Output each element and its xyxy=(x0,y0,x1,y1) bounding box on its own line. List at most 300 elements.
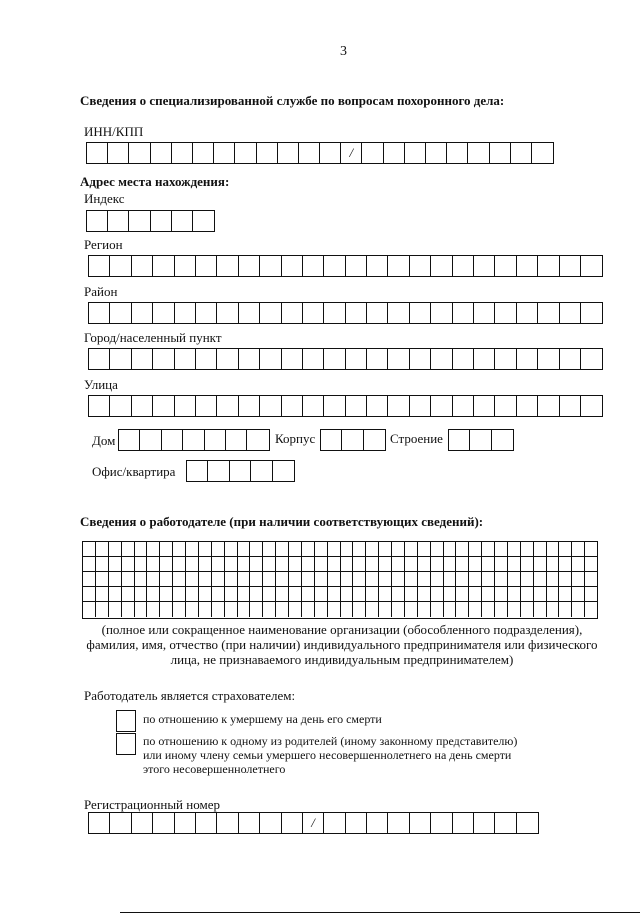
char-box[interactable] xyxy=(388,396,409,416)
employer-grid-cell[interactable] xyxy=(341,602,354,617)
char-box[interactable] xyxy=(453,303,474,323)
employer-grid-cell[interactable] xyxy=(83,572,96,586)
employer-grid-cell[interactable] xyxy=(109,572,122,586)
char-box[interactable] xyxy=(324,256,345,276)
employer-grid-cell[interactable] xyxy=(263,587,276,601)
char-box[interactable] xyxy=(581,396,602,416)
char-box[interactable] xyxy=(172,143,193,163)
employer-grid-cell[interactable] xyxy=(405,602,418,617)
employer-grid-cell[interactable] xyxy=(238,572,251,586)
employer-grid-cell[interactable] xyxy=(431,587,444,601)
employer-grid-cell[interactable] xyxy=(418,557,431,571)
char-box[interactable] xyxy=(89,256,110,276)
employer-grid-cell[interactable] xyxy=(444,572,457,586)
char-box[interactable] xyxy=(132,813,153,833)
employer-grid-cell[interactable] xyxy=(431,557,444,571)
char-box[interactable] xyxy=(110,303,131,323)
char-box[interactable] xyxy=(89,813,110,833)
employer-grid-cell[interactable] xyxy=(315,587,328,601)
employer-grid-cell[interactable] xyxy=(328,587,341,601)
employer-grid-cell[interactable] xyxy=(405,542,418,556)
char-box[interactable] xyxy=(217,256,238,276)
employer-grid-cell[interactable] xyxy=(469,587,482,601)
char-box[interactable] xyxy=(320,143,341,163)
char-box[interactable] xyxy=(196,256,217,276)
employer-grid-cell[interactable] xyxy=(186,542,199,556)
employer-grid-cell[interactable] xyxy=(341,542,354,556)
employer-grid-cell[interactable] xyxy=(585,557,597,571)
employer-grid-cell[interactable] xyxy=(276,557,289,571)
employer-grid-cell[interactable] xyxy=(405,557,418,571)
char-box[interactable] xyxy=(110,349,131,369)
employer-grid-cell[interactable] xyxy=(302,572,315,586)
employer-grid-cell[interactable] xyxy=(289,572,302,586)
employer-grid-cell[interactable] xyxy=(263,572,276,586)
employer-grid-cell[interactable] xyxy=(379,587,392,601)
region-input[interactable] xyxy=(88,255,603,277)
char-box[interactable] xyxy=(303,349,324,369)
employer-grid-cell[interactable] xyxy=(444,602,457,617)
employer-grid-cell[interactable] xyxy=(160,557,173,571)
char-box[interactable] xyxy=(273,461,294,481)
employer-grid-cell[interactable] xyxy=(521,542,534,556)
char-box[interactable] xyxy=(239,349,260,369)
employer-grid-cell[interactable] xyxy=(147,557,160,571)
char-box[interactable] xyxy=(303,396,324,416)
employer-grid-cell[interactable] xyxy=(225,542,238,556)
char-box[interactable] xyxy=(517,303,538,323)
char-box[interactable] xyxy=(431,303,452,323)
char-box[interactable] xyxy=(132,256,153,276)
char-box[interactable] xyxy=(217,396,238,416)
employer-grid-cell[interactable] xyxy=(122,602,135,617)
char-box[interactable] xyxy=(431,813,452,833)
insurer-option-2-checkbox[interactable] xyxy=(116,733,136,755)
char-box[interactable] xyxy=(426,143,447,163)
char-box[interactable] xyxy=(247,430,268,450)
char-box[interactable] xyxy=(175,256,196,276)
employer-grid-cell[interactable] xyxy=(199,602,212,617)
employer-grid-cell[interactable] xyxy=(147,542,160,556)
char-box[interactable] xyxy=(132,396,153,416)
employer-grid-cell[interactable] xyxy=(469,557,482,571)
char-box[interactable] xyxy=(151,211,172,231)
employer-grid-cell[interactable] xyxy=(547,572,560,586)
employer-grid-cell[interactable] xyxy=(366,542,379,556)
char-box[interactable] xyxy=(153,396,174,416)
char-box[interactable] xyxy=(89,303,110,323)
char-box[interactable] xyxy=(453,256,474,276)
index-input[interactable] xyxy=(86,210,215,232)
char-box[interactable] xyxy=(196,303,217,323)
char-box[interactable] xyxy=(532,143,553,163)
char-box[interactable] xyxy=(492,430,513,450)
employer-grid-cell[interactable] xyxy=(572,557,585,571)
char-box[interactable] xyxy=(260,813,281,833)
employer-grid-cell[interactable] xyxy=(276,587,289,601)
building-input[interactable] xyxy=(320,429,386,451)
char-box[interactable] xyxy=(89,349,110,369)
char-box[interactable] xyxy=(282,396,303,416)
char-box[interactable] xyxy=(321,430,342,450)
char-box[interactable] xyxy=(140,430,161,450)
employer-grid-cell[interactable] xyxy=(495,557,508,571)
employer-grid-cell[interactable] xyxy=(508,572,521,586)
employer-grid-cell[interactable] xyxy=(238,602,251,617)
char-box[interactable] xyxy=(196,813,217,833)
char-box[interactable] xyxy=(474,349,495,369)
char-box[interactable] xyxy=(346,349,367,369)
char-box[interactable] xyxy=(239,256,260,276)
char-box[interactable] xyxy=(560,396,581,416)
char-box[interactable] xyxy=(538,303,559,323)
char-box[interactable] xyxy=(208,461,229,481)
employer-grid-cell[interactable] xyxy=(366,572,379,586)
char-box[interactable] xyxy=(388,813,409,833)
char-box[interactable] xyxy=(410,813,431,833)
employer-grid-cell[interactable] xyxy=(482,587,495,601)
employer-grid-cell[interactable] xyxy=(302,602,315,617)
char-box[interactable] xyxy=(175,349,196,369)
employer-grid-cell[interactable] xyxy=(315,542,328,556)
employer-grid-cell[interactable] xyxy=(521,602,534,617)
house-input[interactable] xyxy=(118,429,270,451)
char-box[interactable] xyxy=(495,396,516,416)
char-box[interactable] xyxy=(405,143,426,163)
employer-grid-cell[interactable] xyxy=(83,557,96,571)
char-box[interactable] xyxy=(410,256,431,276)
employer-grid-cell[interactable] xyxy=(122,572,135,586)
char-box[interactable] xyxy=(129,211,150,231)
char-box[interactable] xyxy=(110,256,131,276)
char-box[interactable] xyxy=(260,349,281,369)
char-box[interactable] xyxy=(560,256,581,276)
employer-grid-cell[interactable] xyxy=(366,602,379,617)
employer-grid-cell[interactable] xyxy=(559,542,572,556)
employer-grid-cell[interactable] xyxy=(109,557,122,571)
char-box[interactable] xyxy=(119,430,140,450)
char-box[interactable] xyxy=(226,430,247,450)
char-box[interactable] xyxy=(217,813,238,833)
char-box[interactable] xyxy=(346,813,367,833)
employer-grid-cell[interactable] xyxy=(199,542,212,556)
employer-grid-cell[interactable] xyxy=(276,542,289,556)
street-input[interactable] xyxy=(88,395,603,417)
employer-grid-cell[interactable] xyxy=(392,572,405,586)
char-box[interactable] xyxy=(282,813,303,833)
employer-grid-cell[interactable] xyxy=(109,602,122,617)
employer-grid-cell[interactable] xyxy=(96,587,109,601)
employer-grid-cell[interactable] xyxy=(482,572,495,586)
employer-grid-cell[interactable] xyxy=(559,587,572,601)
employer-grid-cell[interactable] xyxy=(469,542,482,556)
char-box[interactable] xyxy=(453,396,474,416)
employer-grid-cell[interactable] xyxy=(173,572,186,586)
char-box[interactable] xyxy=(410,396,431,416)
char-box[interactable] xyxy=(495,303,516,323)
office-input[interactable] xyxy=(186,460,295,482)
employer-grid-cell[interactable] xyxy=(250,557,263,571)
employer-grid-cell[interactable] xyxy=(418,572,431,586)
employer-grid-cell[interactable] xyxy=(173,542,186,556)
char-box[interactable] xyxy=(538,396,559,416)
char-box[interactable] xyxy=(162,430,183,450)
employer-grid-cell[interactable] xyxy=(456,542,469,556)
employer-grid-cell[interactable] xyxy=(444,557,457,571)
employer-grid-cell[interactable] xyxy=(585,542,597,556)
employer-grid-cell[interactable] xyxy=(456,602,469,617)
employer-grid-cell[interactable] xyxy=(353,572,366,586)
employer-grid-cell[interactable] xyxy=(289,542,302,556)
employer-grid-cell[interactable] xyxy=(276,602,289,617)
char-box[interactable] xyxy=(364,430,385,450)
employer-grid-cell[interactable] xyxy=(379,572,392,586)
employer-grid-cell[interactable] xyxy=(456,572,469,586)
employer-grid-cell[interactable] xyxy=(572,572,585,586)
employer-grid-cell[interactable] xyxy=(366,587,379,601)
employer-grid-cell[interactable] xyxy=(96,572,109,586)
char-box[interactable] xyxy=(303,256,324,276)
char-box[interactable] xyxy=(257,143,278,163)
employer-grid-cell[interactable] xyxy=(508,557,521,571)
employer-grid-cell[interactable] xyxy=(122,542,135,556)
employer-grid-cell[interactable] xyxy=(328,572,341,586)
employer-grid-cell[interactable] xyxy=(521,557,534,571)
char-box[interactable] xyxy=(367,396,388,416)
employer-name-grid[interactable] xyxy=(82,541,598,619)
employer-grid-cell[interactable] xyxy=(392,557,405,571)
char-box[interactable] xyxy=(538,349,559,369)
employer-grid-cell[interactable] xyxy=(559,572,572,586)
employer-grid-cell[interactable] xyxy=(173,557,186,571)
employer-grid-cell[interactable] xyxy=(212,602,225,617)
employer-grid-cell[interactable] xyxy=(238,542,251,556)
char-box[interactable] xyxy=(260,396,281,416)
employer-grid-cell[interactable] xyxy=(547,542,560,556)
employer-grid-cell[interactable] xyxy=(289,587,302,601)
char-box[interactable] xyxy=(495,349,516,369)
employer-grid-cell[interactable] xyxy=(289,557,302,571)
employer-grid-cell[interactable] xyxy=(431,542,444,556)
char-box[interactable] xyxy=(151,143,172,163)
employer-grid-cell[interactable] xyxy=(225,572,238,586)
employer-grid-cell[interactable] xyxy=(559,602,572,617)
employer-grid-cell[interactable] xyxy=(353,557,366,571)
employer-grid-cell[interactable] xyxy=(173,587,186,601)
char-box[interactable] xyxy=(474,256,495,276)
employer-grid-cell[interactable] xyxy=(199,572,212,586)
employer-grid-cell[interactable] xyxy=(135,587,148,601)
char-box[interactable] xyxy=(183,430,204,450)
employer-grid-cell[interactable] xyxy=(135,602,148,617)
employer-grid-cell[interactable] xyxy=(495,542,508,556)
char-box[interactable] xyxy=(251,461,272,481)
char-box[interactable] xyxy=(110,396,131,416)
char-box[interactable] xyxy=(449,430,470,450)
employer-grid-cell[interactable] xyxy=(199,587,212,601)
employer-grid-cell[interactable] xyxy=(534,587,547,601)
employer-grid-cell[interactable] xyxy=(585,572,597,586)
employer-grid-cell[interactable] xyxy=(238,557,251,571)
char-box[interactable] xyxy=(132,303,153,323)
employer-grid-cell[interactable] xyxy=(135,572,148,586)
char-box[interactable] xyxy=(346,303,367,323)
employer-grid-cell[interactable] xyxy=(83,542,96,556)
char-box[interactable] xyxy=(384,143,405,163)
char-box[interactable] xyxy=(89,396,110,416)
employer-grid-cell[interactable] xyxy=(302,557,315,571)
char-box[interactable] xyxy=(453,813,474,833)
char-box[interactable] xyxy=(581,349,602,369)
char-box[interactable] xyxy=(324,303,345,323)
employer-grid-cell[interactable] xyxy=(521,587,534,601)
char-box[interactable] xyxy=(367,256,388,276)
char-box[interactable] xyxy=(511,143,532,163)
employer-grid-cell[interactable] xyxy=(263,542,276,556)
char-box[interactable] xyxy=(431,256,452,276)
char-box[interactable] xyxy=(453,349,474,369)
employer-grid-cell[interactable] xyxy=(212,587,225,601)
char-box[interactable] xyxy=(172,211,193,231)
char-box[interactable] xyxy=(239,396,260,416)
structure-input[interactable] xyxy=(448,429,514,451)
employer-grid-cell[interactable] xyxy=(276,572,289,586)
employer-grid-cell[interactable] xyxy=(444,587,457,601)
employer-grid-cell[interactable] xyxy=(212,557,225,571)
employer-grid-cell[interactable] xyxy=(341,572,354,586)
char-box[interactable] xyxy=(175,303,196,323)
employer-grid-cell[interactable] xyxy=(225,587,238,601)
employer-grid-cell[interactable] xyxy=(353,587,366,601)
employer-grid-cell[interactable] xyxy=(508,542,521,556)
employer-grid-cell[interactable] xyxy=(572,542,585,556)
char-box[interactable] xyxy=(560,303,581,323)
char-box[interactable] xyxy=(410,303,431,323)
employer-grid-cell[interactable] xyxy=(109,542,122,556)
employer-grid-cell[interactable] xyxy=(559,557,572,571)
employer-grid-cell[interactable] xyxy=(521,572,534,586)
employer-grid-cell[interactable] xyxy=(225,602,238,617)
char-box[interactable] xyxy=(517,349,538,369)
district-input[interactable] xyxy=(88,302,603,324)
char-box[interactable] xyxy=(175,396,196,416)
char-box[interactable] xyxy=(517,256,538,276)
employer-grid-cell[interactable] xyxy=(263,557,276,571)
employer-grid-cell[interactable] xyxy=(160,542,173,556)
char-box[interactable] xyxy=(447,143,468,163)
employer-grid-cell[interactable] xyxy=(585,602,597,617)
char-box[interactable] xyxy=(470,430,491,450)
employer-grid-cell[interactable] xyxy=(135,557,148,571)
employer-grid-cell[interactable] xyxy=(96,602,109,617)
employer-grid-cell[interactable] xyxy=(122,587,135,601)
employer-grid-cell[interactable] xyxy=(444,542,457,556)
employer-grid-cell[interactable] xyxy=(353,602,366,617)
char-box[interactable] xyxy=(175,813,196,833)
char-box[interactable] xyxy=(205,430,226,450)
char-box[interactable] xyxy=(282,256,303,276)
char-box[interactable] xyxy=(110,813,131,833)
employer-grid-cell[interactable] xyxy=(315,557,328,571)
employer-grid-cell[interactable] xyxy=(199,557,212,571)
char-box[interactable] xyxy=(108,143,129,163)
char-box[interactable] xyxy=(153,349,174,369)
employer-grid-cell[interactable] xyxy=(186,557,199,571)
char-box[interactable] xyxy=(282,349,303,369)
char-box[interactable] xyxy=(495,256,516,276)
char-box[interactable] xyxy=(495,813,516,833)
char-box[interactable] xyxy=(581,303,602,323)
char-box[interactable] xyxy=(474,303,495,323)
employer-grid-cell[interactable] xyxy=(469,602,482,617)
char-box[interactable] xyxy=(230,461,251,481)
employer-grid-cell[interactable] xyxy=(495,572,508,586)
employer-grid-cell[interactable] xyxy=(96,542,109,556)
employer-grid-cell[interactable] xyxy=(302,587,315,601)
employer-grid-cell[interactable] xyxy=(122,557,135,571)
employer-grid-cell[interactable] xyxy=(186,587,199,601)
char-box[interactable] xyxy=(303,303,324,323)
employer-grid-cell[interactable] xyxy=(160,602,173,617)
char-box[interactable] xyxy=(362,143,383,163)
employer-grid-cell[interactable] xyxy=(353,542,366,556)
employer-grid-cell[interactable] xyxy=(212,572,225,586)
employer-grid-cell[interactable] xyxy=(508,602,521,617)
char-box[interactable] xyxy=(217,349,238,369)
char-box[interactable] xyxy=(388,256,409,276)
employer-grid-cell[interactable] xyxy=(250,542,263,556)
employer-grid-cell[interactable] xyxy=(263,602,276,617)
char-box[interactable] xyxy=(474,396,495,416)
employer-grid-cell[interactable] xyxy=(302,542,315,556)
employer-grid-cell[interactable] xyxy=(147,572,160,586)
employer-grid-cell[interactable] xyxy=(379,542,392,556)
char-box[interactable] xyxy=(87,211,108,231)
employer-grid-cell[interactable] xyxy=(379,557,392,571)
char-box[interactable] xyxy=(278,143,299,163)
employer-grid-cell[interactable] xyxy=(534,542,547,556)
char-box[interactable] xyxy=(214,143,235,163)
employer-grid-cell[interactable] xyxy=(289,602,302,617)
char-box[interactable] xyxy=(260,303,281,323)
employer-grid-cell[interactable] xyxy=(135,542,148,556)
employer-grid-cell[interactable] xyxy=(405,572,418,586)
employer-grid-cell[interactable] xyxy=(328,542,341,556)
char-box[interactable] xyxy=(581,256,602,276)
employer-grid-cell[interactable] xyxy=(534,602,547,617)
registration-number-input[interactable] xyxy=(88,812,539,834)
char-box[interactable] xyxy=(342,430,363,450)
employer-grid-cell[interactable] xyxy=(547,557,560,571)
char-box[interactable] xyxy=(468,143,489,163)
employer-grid-cell[interactable] xyxy=(186,602,199,617)
char-box[interactable] xyxy=(367,303,388,323)
char-box[interactable] xyxy=(132,349,153,369)
employer-grid-cell[interactable] xyxy=(431,602,444,617)
employer-grid-cell[interactable] xyxy=(341,587,354,601)
char-box[interactable] xyxy=(324,349,345,369)
employer-grid-cell[interactable] xyxy=(147,587,160,601)
char-box[interactable] xyxy=(324,813,345,833)
char-box[interactable] xyxy=(239,303,260,323)
employer-grid-cell[interactable] xyxy=(547,602,560,617)
char-box[interactable] xyxy=(367,349,388,369)
insurer-option-1-checkbox[interactable] xyxy=(116,710,136,732)
employer-grid-cell[interactable] xyxy=(431,572,444,586)
char-box[interactable] xyxy=(410,349,431,369)
char-box[interactable] xyxy=(217,303,238,323)
char-box[interactable] xyxy=(517,813,538,833)
